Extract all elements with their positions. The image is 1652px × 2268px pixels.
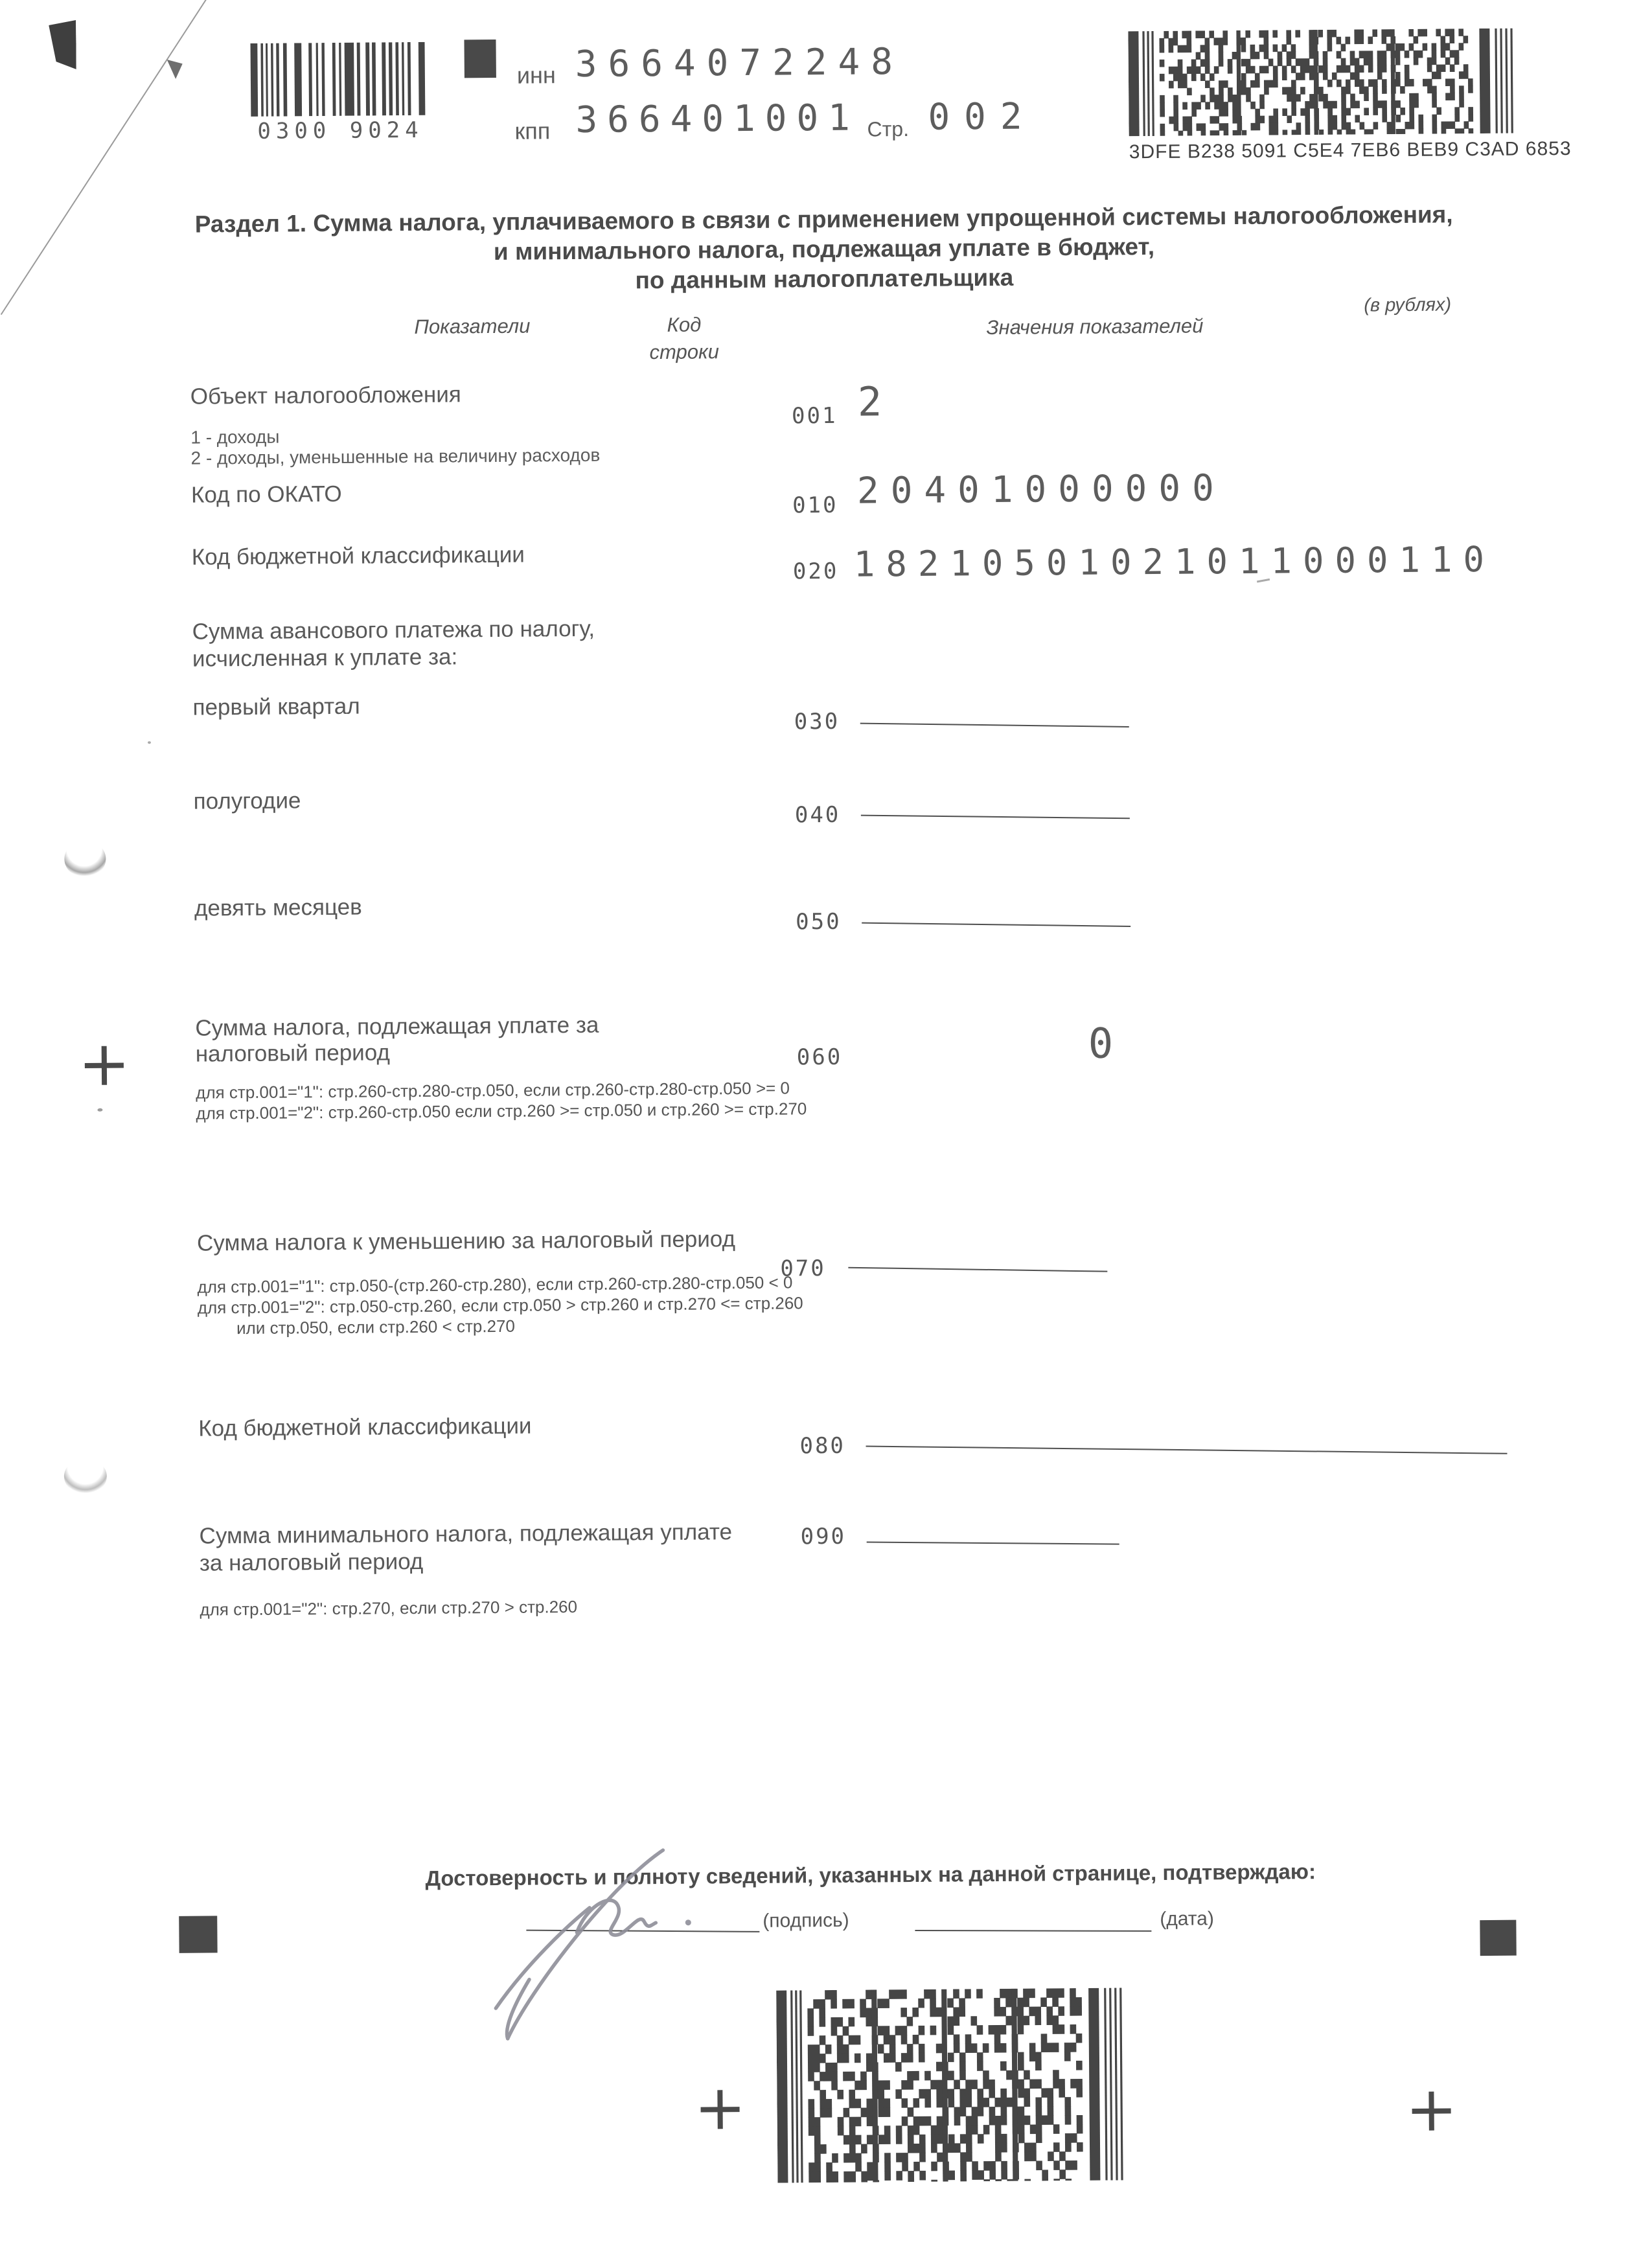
section-title-line1: Раздел 1. Сумма налога, уплачиваемого в связи с применением упрощенной системы налогообложения,	[194, 201, 1453, 238]
row-060-note1: для стр.001="1": стр.260-стр.280-стр.050, если стр.260-стр.280-стр.050 >= 0	[196, 1078, 790, 1103]
row-060-note2: для стр.001="2": стр.260-стр.050 если стр.260 >= стр.050 и стр.260 >= стр.270	[196, 1099, 807, 1123]
row-090-value-line	[867, 1542, 1119, 1545]
pdf417-barcode-bottom	[776, 1987, 1135, 2182]
page-label: Стр.	[867, 117, 910, 141]
row-070-note3: или стр.050, если стр.260 < стр.270	[236, 1316, 515, 1338]
row-001-hint1: 1 - доходы	[190, 426, 280, 448]
confirmation-statement: Достоверность и полноту сведений, указанных на данной странице, подтверждаю:	[425, 1859, 1316, 1890]
row-030-value-line	[860, 723, 1129, 727]
row-010-code: 010	[792, 492, 838, 519]
col-header-code-line1: Код	[667, 313, 702, 336]
section-title-line3: по данным налогоплательщика	[635, 264, 1014, 294]
row-040-value-line	[861, 815, 1130, 819]
itf-barcode-number: 0300 9024	[257, 117, 424, 144]
row-080-label: Код бюджетной классификации	[198, 1413, 532, 1441]
row-001-code: 001	[791, 402, 838, 430]
scan-corner-wedge	[49, 20, 76, 69]
row-090-note1: для стр.001="2": стр.270, если стр.270 > стр.260	[200, 1597, 578, 1620]
kpp-label: кпп	[514, 117, 551, 144]
crop-mark-left	[85, 1046, 124, 1085]
row-070-note2: для стр.001="2": стр.050-стр.260, если стр.050 > стр.260 и стр.270 <= стр.260	[197, 1293, 803, 1318]
row-060-label-line2: налоговый период	[195, 1040, 391, 1067]
row-070-code: 070	[780, 1255, 826, 1282]
row-001-label: Объект налогообложения	[190, 382, 461, 409]
pdf417-caption: 3DFE B238 5091 C5E4 7EB6 BEB9 C3AD 6853	[1129, 137, 1572, 163]
advance-label-line2: исчисленная к уплате за:	[192, 644, 458, 672]
row-040-code: 040	[794, 801, 841, 829]
scan-smudge-1	[64, 840, 106, 878]
row-050-value-line	[862, 922, 1130, 927]
row-090-label-line1: Сумма минимального налога, подлежащая уплате	[199, 1519, 733, 1549]
page-number: 002	[928, 95, 1037, 139]
row-050-code: 050	[796, 908, 842, 935]
row-010-label: Код по ОКАТО	[190, 481, 342, 508]
handwritten-signature	[480, 1839, 728, 2048]
row-001-hint2: 2 - доходы, уменьшенные на величину расходов	[190, 444, 601, 468]
advance-label-line1: Сумма авансового платежа по налогу,	[192, 615, 595, 645]
inn-label: инн	[516, 62, 556, 89]
inn-value: 3664072248	[575, 41, 904, 86]
row-060-value: 0	[1088, 1020, 1114, 1068]
date-line	[915, 1930, 1151, 1932]
registration-square-bottom-right	[1480, 1920, 1516, 1956]
registration-square-top	[464, 40, 496, 78]
col-header-indicators: Показатели	[414, 314, 531, 338]
itf-barcode	[249, 42, 431, 117]
row-070-label: Сумма налога к уменьшению за налоговый период	[196, 1226, 736, 1256]
row-070-note1: для стр.001="1": стр.050-(стр.260-стр.280), если стр.260-стр.280-стр.050 < 0	[197, 1272, 793, 1297]
col-header-values: Значения показателей	[986, 314, 1204, 339]
date-caption: (дата)	[1160, 1908, 1215, 1930]
row-010-value: 20401000000	[856, 467, 1226, 512]
row-001-value: 2	[857, 378, 882, 426]
row-030-label: первый квартал	[192, 693, 360, 720]
crop-mark-bottom-center	[700, 2090, 739, 2129]
row-090-code: 090	[800, 1523, 847, 1550]
row-030-code: 030	[794, 708, 840, 735]
signature-caption: (подпись)	[763, 1909, 849, 1932]
row-060-label-line1: Сумма налога, подлежащая уплате за	[195, 1012, 599, 1041]
row-060-code: 060	[796, 1044, 843, 1071]
scan-speck-3	[148, 741, 151, 744]
scan-smudge-2	[64, 1458, 107, 1495]
scan-speck-2	[97, 1108, 102, 1112]
row-070-value-line	[848, 1267, 1107, 1272]
row-080-value-line	[866, 1446, 1508, 1454]
row-020-label: Код бюджетной классификации	[191, 542, 525, 570]
row-020-code: 020	[792, 558, 839, 585]
row-050-label: девять месяцев	[194, 894, 362, 921]
units-note: (в рублях)	[1364, 294, 1452, 316]
row-090-label-line2: за налоговый период	[199, 1548, 424, 1576]
pdf417-barcode-top	[1128, 28, 1525, 136]
row-020-value: 18210501021011000110	[853, 538, 1496, 585]
row-040-label: полугодие	[193, 788, 301, 814]
registration-square-bottom-left	[179, 1916, 217, 1953]
kpp-value: 366401001	[575, 97, 860, 141]
row-080-code: 080	[799, 1432, 846, 1460]
crop-mark-bottom-right	[1412, 2091, 1451, 2130]
section-title-line2: и минимального налога, подлежащая уплате в бюджет,	[493, 233, 1155, 265]
col-header-code-line2: строки	[649, 340, 720, 364]
scan-small-wedge	[167, 60, 183, 79]
